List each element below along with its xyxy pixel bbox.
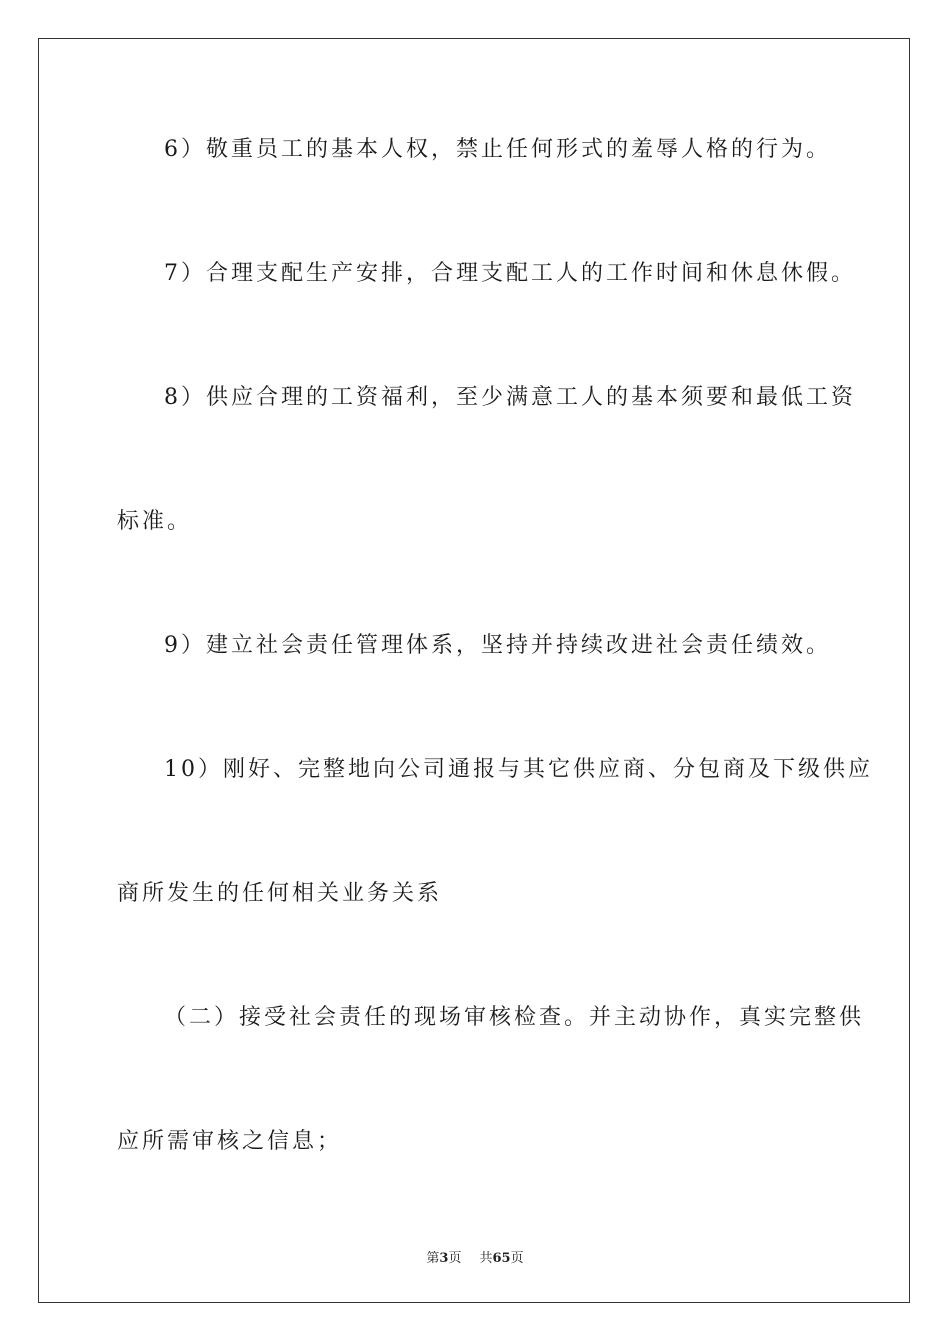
paragraph-line-5: 9）建立社会责任管理体系，坚持并持续改进社会责任绩效。 xyxy=(164,633,831,658)
paragraph-line-3: 8）供应合理的工资福利，至少满意工人的基本须要和最低工资 xyxy=(164,385,856,410)
footer-page-suffix: 页 xyxy=(448,1251,462,1266)
paragraph-line-7: 商所发生的任何相关业务关系 xyxy=(117,881,443,906)
page-frame xyxy=(38,38,910,1303)
paragraph-line-1: 6）敬重员工的基本人权，禁止任何形式的羞辱人格的行为。 xyxy=(164,137,831,162)
footer-total-pages: 65 xyxy=(492,1251,511,1266)
paragraph-line-8: （二）接受社会责任的现场审核检查。并主动协作，真实完整供 xyxy=(164,1005,865,1030)
paragraph-line-6: 10）刚好、完整地向公司通报与其它供应商、分包商及下级供应 xyxy=(164,757,873,782)
footer-total-suffix: 页 xyxy=(510,1251,524,1266)
paragraph-line-4: 标准。 xyxy=(117,509,193,534)
paragraph-line-9: 应所需审核之信息； xyxy=(117,1129,343,1154)
footer-total-prefix: 共 xyxy=(479,1251,493,1266)
footer-page-number: 3 xyxy=(439,1251,449,1266)
page-footer xyxy=(39,1247,911,1266)
footer-page-prefix: 第 xyxy=(426,1251,440,1266)
paragraph-line-2: 7）合理支配生产安排，合理支配工人的工作时间和休息休假。 xyxy=(164,261,856,286)
